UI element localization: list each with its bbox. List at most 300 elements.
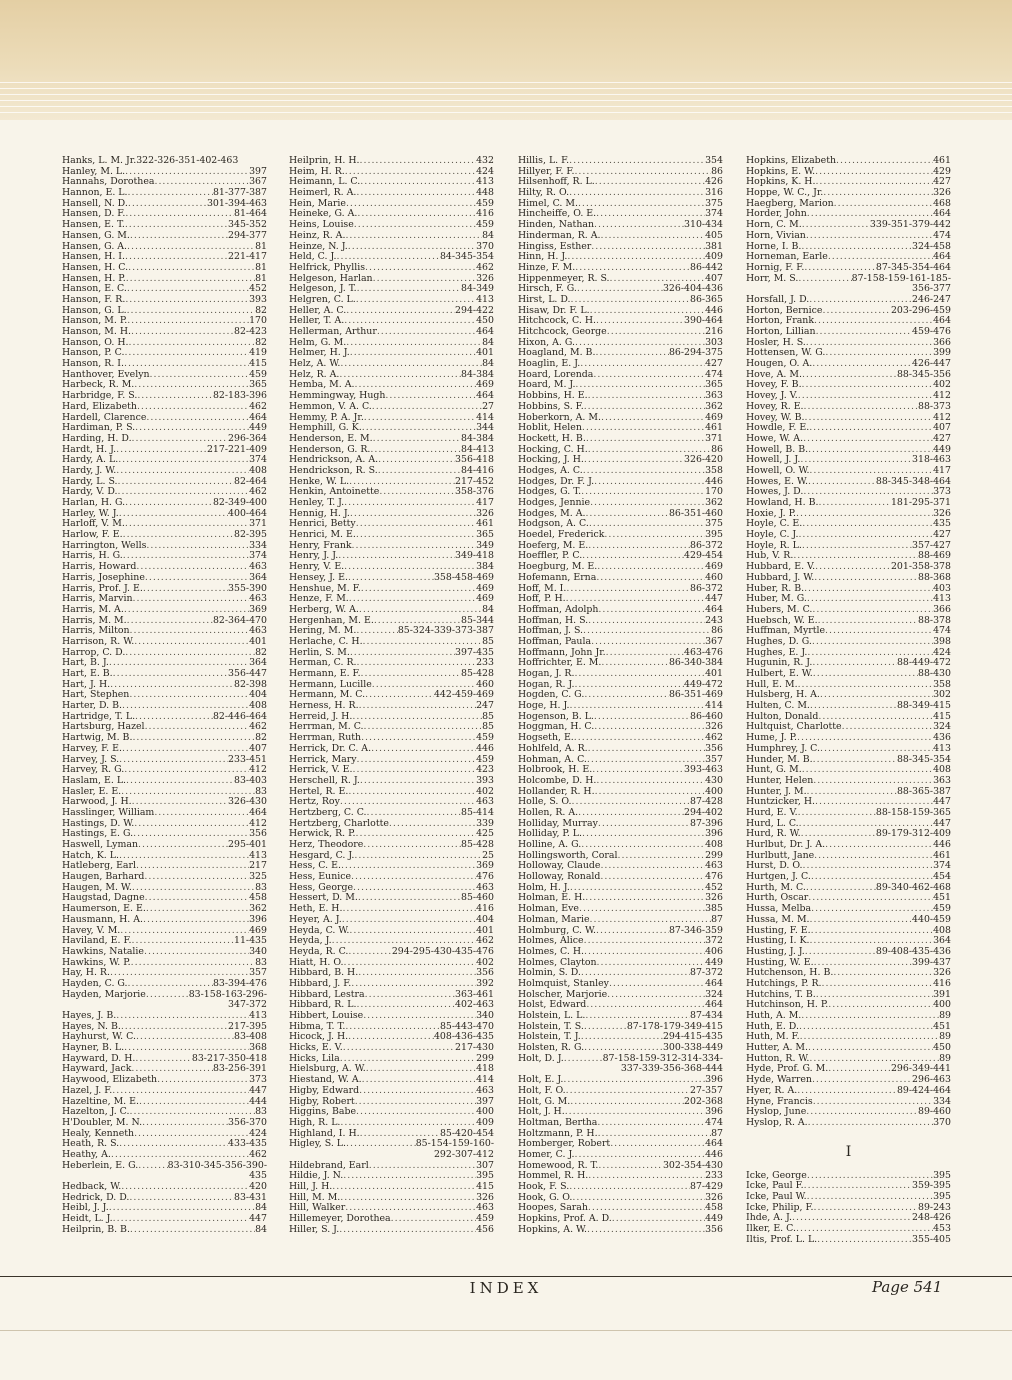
leader-dots [132,434,228,445]
entry-name: Hyslop, R. A. [746,1116,808,1128]
entry-name: Herlache, C. H. [289,635,363,647]
entry-pages: 407 [249,742,267,754]
entry-pages: 464 [476,390,494,402]
entry-pages: 393-463 [684,764,723,776]
entry-name: Hoffman, Adolph [518,603,599,615]
entry-name: Hillis, L. F. [518,155,570,166]
entry-pages: 11-435 [234,935,267,947]
entry-name: Heyda, R. C. [289,945,349,957]
entry-pages: 88-469 [918,550,951,562]
entry-name: Hodges, G. T. [518,486,582,498]
entry-pages: 451 [933,1020,951,1032]
entry-name: Hinn, H. J. [518,251,568,263]
entry-pages: 363 [933,774,951,786]
entry-pages: 247 [476,700,494,712]
leader-dots [798,391,933,402]
leader-dots [120,926,249,937]
leader-dots [346,306,455,317]
index-entry [62,915,267,926]
entry-pages: 459 [476,732,494,744]
entry-name: Hollen, R. A. [518,806,579,818]
entry-name: Holliday, P. L. [518,828,582,840]
entry-pages: 365 [476,529,494,541]
entry-pages: 429-454 [684,550,723,562]
leader-dots [131,958,255,969]
entry-name: Hovey, F. B. [746,379,802,391]
entry-name: Holt, J. H. [518,1106,565,1118]
leader-dots [350,509,476,520]
entry-pages: 469 [705,561,723,573]
entry-name: Hanson, G. L. [62,304,127,316]
entry-name: Hirst, L. D. [518,293,571,305]
leader-dots [570,1097,684,1108]
entry-name: Hoffrichter, E. M. [518,657,602,669]
entry-name: Held, C. J. [289,251,337,263]
leader-dots [362,423,476,434]
leader-dots [802,380,934,391]
index-entry [289,263,494,274]
entry-pages: 464 [705,1138,723,1150]
leader-dots [112,1086,249,1097]
leader-dots [378,466,461,477]
entry-name: Heyda, C. W. [289,924,350,936]
index-column-4 [746,156,951,1245]
leader-dots [798,808,876,819]
leader-dots [332,1182,476,1193]
entry-name: Harvey, R. G. [62,764,125,776]
entry-name: Holmes, C. H. [518,945,584,957]
entry-pages: 358-458-469 [433,571,494,583]
entry-name: Henke, W. L. [289,475,350,487]
entry-pages: 355-405 [912,1233,951,1245]
leader-dots [126,776,234,787]
entry-pages: 88-373 [918,400,951,412]
entry-pages: 216 [705,326,723,337]
entry-name: Hutchings, P. R. [746,977,822,989]
index-entry [62,573,267,584]
leader-dots [113,669,228,680]
entry-pages: 88-345-356 [896,368,951,380]
index-entry [289,915,494,926]
entry-name: Hofemann, Erna [518,571,597,583]
leader-dots [364,413,476,424]
entry-pages: 295-401 [228,839,267,850]
entry-pages: 82-364-470 [212,614,267,626]
leader-dots [125,252,228,263]
entry-name: Hurtgen, J. C. [746,871,811,883]
entry-pages: 408-436-435 [433,1031,494,1043]
entry-name: Husting, W. E. [746,956,814,968]
entry-name: Hicock, J. H. [289,1031,349,1043]
entry-name: Hosler, H. S. [746,336,806,348]
entry-pages: 413 [933,593,951,605]
leader-dots [362,1075,476,1086]
entry-pages: 374 [249,550,267,562]
entry-pages: 368 [249,1042,267,1054]
leader-dots [828,1064,891,1075]
entry-name: Howdle, F. E. [746,422,810,434]
leader-dots [342,915,476,926]
entry-name: Horn, C. M. [746,219,802,231]
entry-pages: 447 [933,796,951,808]
leader-dots [809,423,933,434]
entry-name: Heilprin, B. B. [62,1223,130,1235]
entry-pages: 399 [933,347,951,359]
entry-pages: 459 [476,753,494,765]
entry-pages: 356 [705,742,723,754]
entry-name: Hunter, J. M. [746,785,807,797]
entry-pages: 462 [249,486,267,498]
leader-dots [569,156,705,167]
entry-name: Huber, R. B. [746,582,805,594]
leader-dots [595,787,706,798]
leader-dots [377,327,476,338]
leader-dots [812,658,897,669]
entry-name: Hubbard, J. W. [746,571,815,583]
entry-pages: 412 [249,764,267,776]
entry-name: Hurd, R. W. [746,828,801,840]
index-entry [62,1161,267,1172]
leader-dots [126,274,255,285]
entry-name: Harwood, J. H. [62,796,132,808]
entry-pages: 356 [476,967,494,979]
entry-pages: 354 [705,155,723,166]
entry-name: Hyne, Francis [746,1095,813,1107]
entry-pages: 355-390 [228,582,267,594]
entry-pages: 369 [476,860,494,872]
entry-name: Hulbert, E. W. [746,668,813,679]
entry-pages: 81-377-387 [212,187,267,199]
entry-pages: 414 [476,1074,494,1086]
entry-name: Holmin, S. D. [518,967,581,979]
entry-name: Homer, C. J. [518,1148,575,1160]
entry-pages: 83-310-345-356-390- [167,1159,267,1171]
entry-name: Hergenhan, M. E. [289,614,374,626]
entry-pages: 462 [249,1148,267,1160]
entry-name: Hermann, Lucille [289,678,372,690]
entry-pages: 459 [249,368,267,380]
entry-name: Heinze, N. J. [289,240,348,252]
entry-name: Hougen, O. A. [746,358,813,370]
leader-dots [389,819,476,830]
entry-name: Herberg, W. A. [289,603,359,615]
entry-name: Hayden, Marjorie [62,988,146,1000]
entry-pages: 357 [249,967,267,979]
entry-pages: 409 [476,1116,494,1128]
entry-name: Hook, F. S. [518,1181,570,1192]
leader-dots [572,1193,705,1204]
entry-pages: 326-430 [228,796,267,808]
entry-name: Hogan, J. R. [518,668,575,679]
entry-name: Helm, G. M. [289,336,347,348]
leader-dots [391,1214,476,1225]
leader-dots [130,626,250,637]
entry-name: Hub, V. R. [746,550,794,562]
entry-pages: 393 [476,774,494,786]
entry-pages: 299 [705,849,723,861]
entry-pages: 463 [476,1202,494,1214]
index-entry [518,947,723,958]
entry-name: Hoff, M. I. [518,582,567,594]
entry-name: Hopkins, K. H. [746,176,816,188]
entry-name: Hinderman, R. A. [518,229,601,241]
leader-dots [581,1032,663,1043]
entry-pages: 87-178-179-349-415 [626,1020,723,1032]
leader-dots [808,1118,933,1129]
leader-dots [817,1235,912,1246]
entry-name: Hibbard, Lestra [289,988,365,1000]
entry-pages: 396 [249,913,267,925]
leader-dots [349,594,476,605]
entry-pages: 414 [476,411,494,423]
leader-dots [349,926,476,937]
entry-name: Heimerl, R. A. [289,187,357,199]
entry-pages: 463 [476,796,494,808]
leader-dots [600,861,705,872]
leader-dots [371,744,476,755]
entry-pages: 326 [476,272,494,284]
leader-dots [345,167,476,178]
entry-pages: 233-451 [228,753,267,765]
entry-name: Hanson, M. H. [62,326,131,337]
entry-pages: 453 [933,1223,951,1234]
leader-dots [821,979,933,990]
entry-name: Hitchcock, George [518,326,607,337]
entry-pages: 449 [933,443,951,455]
leader-dots [129,690,249,701]
entry-name: Herreid, J. H. [289,710,353,722]
entry-name: Henley, T. J. [289,497,345,508]
entry-pages: 469 [476,379,494,391]
leader-dots [811,926,933,937]
leader-dots [354,220,476,231]
leader-dots [130,1225,255,1236]
leader-dots [365,263,476,274]
entry-name: Hayden, C. G. [62,977,128,989]
entry-name: Helgren, C. L. [289,293,356,305]
entry-pages: 413 [249,1010,267,1021]
entry-name: Heathy, A. [62,1148,111,1160]
index-entry [746,434,951,445]
index-entry [746,915,951,926]
entry-pages: 84 [482,229,494,241]
entry-pages: 88-430 [918,668,951,679]
entry-pages: 458 [705,1202,723,1214]
entry-name: Hermann, E. F. [289,668,361,679]
entry-pages: 397 [476,1095,494,1107]
entry-name: Hedback, W. [62,1181,122,1192]
entry-pages: 358-376 [455,486,494,498]
index-entry [289,402,494,413]
entry-pages: 84-384 [461,432,494,444]
leader-dots [357,209,476,220]
index-entry [518,915,723,926]
index-entry [746,573,951,584]
entry-pages: 86-460 [690,710,723,722]
entry-pages: 85 [482,721,494,733]
leader-dots [584,690,669,701]
entry-pages: 401 [249,635,267,647]
entry-pages: 446 [705,304,723,316]
leader-dots [363,840,461,851]
entry-pages: 370 [476,240,494,252]
leader-dots [338,551,455,562]
entry-pages: 414 [705,700,723,712]
entry-name: Hennig, H. J. [289,507,350,519]
entry-name: Heim, H. R. [289,165,345,177]
leader-dots [575,263,690,274]
entry-pages: 462 [705,732,723,744]
entry-pages: 463 [705,860,723,872]
leader-dots [588,744,705,755]
entry-name: Hiestand, W. A. [289,1074,362,1086]
entry-pages: 420 [249,1181,267,1192]
entry-name: Hanson, P. C. [62,347,125,359]
entry-pages: 326 [705,721,723,733]
entry-name: Hertz, Roy [289,796,340,808]
entry-name: Harrison, R. W. [62,635,135,647]
entry-pages: 89-243 [918,1201,951,1213]
leader-dots [805,947,876,958]
entry-name: Holmes, Clayton [518,956,597,968]
entry-pages: 476 [705,871,723,883]
entry-name: Hutchins, T. B. [746,988,816,1000]
entry-name: Henry, V. E. [289,561,345,573]
leader-dots [124,765,249,776]
entry-name: Haugen, M. W. [62,881,132,893]
entry-pages: 89-340-462-468 [875,881,951,893]
leader-dots [352,712,482,723]
entry-name: Horne, I. B. [746,240,802,252]
entry-name: Holmes, Alice [518,935,584,947]
entry-name: Hoffman, H. S. [518,614,589,626]
index-entry [518,231,723,242]
leader-dots [818,616,918,627]
entry-name: Hemmon, V. A. C. [289,400,372,412]
entry-name: Healy, Kenneth [62,1127,135,1139]
leader-dots [340,1118,476,1129]
entry-pages: 460 [476,678,494,690]
entry-pages: 423 [476,764,494,776]
entry-pages: 464 [933,251,951,263]
leader-dots [594,477,705,488]
entry-pages: 326-420 [684,454,723,466]
entry-pages: 448 [476,187,494,199]
leader-dots [127,306,255,317]
entry-pages: 294-415-435 [662,1031,723,1043]
leader-dots [125,220,228,231]
leader-dots [813,755,897,766]
entry-pages: 294-422 [455,304,494,316]
entry-name: Hulten, C. M. [746,700,810,712]
leader-dots [366,1064,476,1075]
leader-dots [574,680,684,691]
leader-dots [563,1075,705,1086]
leader-dots [358,893,461,904]
entry-pages: 400 [933,999,951,1011]
leader-dots [145,573,249,584]
entry-pages: 415 [249,358,267,370]
entry-name: Herness, H. R. [289,700,359,712]
leader-dots [356,530,476,541]
entry-pages: 217-395 [228,1020,267,1032]
entry-name: Hayward, D. H. [62,1052,136,1064]
leader-dots [813,669,918,680]
entry-name: Howell, J. J. [746,454,801,466]
entry-name: Hansen, H. I. [62,251,125,263]
entry-pages: 86 [711,625,723,637]
entry-name: Hatleberg, Earl [62,860,136,872]
leader-dots [586,1000,705,1011]
entry-name: Hodges, A. C. [518,464,583,476]
leader-dots [360,156,477,167]
leader-dots [582,551,684,562]
entry-pages: 302 [933,689,951,701]
entry-name: High, R. L. [289,1116,341,1128]
leader-dots [124,605,249,616]
entry-name: Hansen, H. C. [62,261,129,273]
leader-dots [815,167,933,178]
entry-pages: 375 [705,197,723,209]
footer-rule [0,1276,1012,1277]
entry-pages: 357-427 [912,539,951,551]
leader-dots [609,979,705,990]
entry-name: Hanks, L. M. Jr.322-326-351-402-463 [62,155,239,166]
entry-pages: 462 [476,935,494,947]
entry-name: Hugunin, R. J. [746,657,813,669]
entry-name: Hunt, G. M. [746,764,802,776]
entry-pages: 86-351-460 [668,507,723,519]
leader-dots [585,509,668,520]
entry-name: Haviland, E. F. [62,935,132,947]
entry-name: Hyde, Prof. G. M. [746,1063,829,1075]
leader-dots [800,1032,940,1043]
entry-pages: 463 [476,881,494,893]
leader-dots [346,338,482,349]
entry-name: Hartsburg, Hazel [62,721,145,733]
entry-pages: 88-368 [918,571,951,583]
leader-dots [135,1054,191,1065]
leader-dots [596,776,705,787]
entry-pages: 464 [705,603,723,615]
index-entry [746,776,951,787]
entry-pages: 436 [933,732,951,744]
entry-pages: 25 [482,849,494,861]
entry-name: Hayhurst, W. C. [62,1031,136,1043]
leader-dots [834,199,933,210]
leader-dots [359,605,482,616]
leader-dots [132,733,255,744]
entry-name: Harris, Josephine [62,571,145,583]
entry-pages: 402 [476,785,494,797]
entry-name: Hicks, E. V. [289,1042,343,1054]
entry-pages: 464 [705,999,723,1011]
entry-name: Hemmingway, Hugh [289,390,386,402]
leader-dots [139,1097,249,1108]
entry-name: Hollander, R. H. [518,785,595,797]
entry-pages: 85-154-159-160- [415,1138,494,1150]
entry-pages: 87-429 [690,1181,723,1192]
leader-dots [348,573,434,584]
entry-name: Humphrey, J. C. [746,742,820,754]
index-entry [289,1225,494,1236]
index-entry [746,263,951,274]
entry-name: Hoard, Lorenda [518,368,594,380]
entry-name: Hibbard, R. L. [289,999,357,1011]
entry-pages: 326 [933,507,951,519]
entry-pages: 82-349-400 [212,497,267,508]
index-entry [518,573,723,584]
